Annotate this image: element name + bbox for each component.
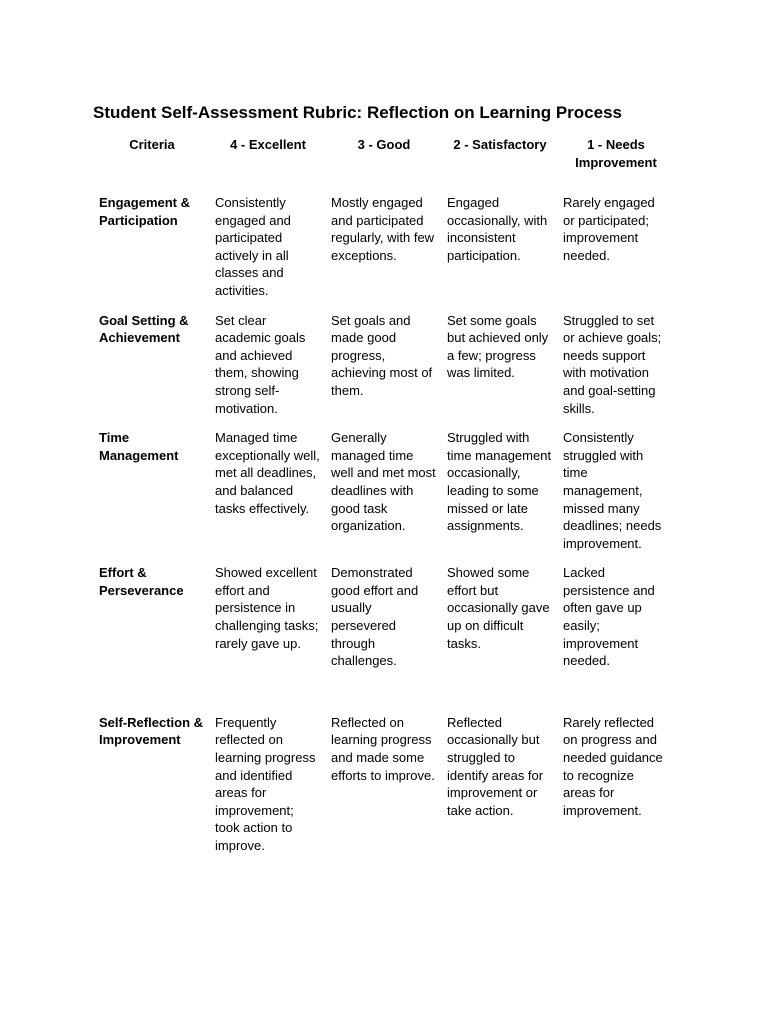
good-cell: Mostly engaged and participated regularly, with few exceptions. (331, 195, 435, 263)
satisfactory-cell: Reflected occasionally but struggled to identify areas for improvement or take action. (447, 714, 544, 818)
criteria-cell: Goal Setting & Achievement (99, 312, 189, 346)
needs-improvement-cell: Struggled to set or achieve goals; needs support with motivation and goal-setting skills. (563, 312, 662, 416)
good-cell: Generally managed time well and met most deadlines with good task organization. (331, 430, 436, 534)
rubric-body (93, 192, 673, 865)
satisfactory-cell: Showed some effort but occasionally gave up on difficult tasks. (447, 565, 550, 651)
table-row (93, 427, 673, 562)
header-needs-improvement: 1 - Needs Improvement (575, 137, 657, 170)
table-row (93, 310, 673, 428)
excellent-cell: Managed time exceptionally well, met all deadlines, and balanced tasks effectively. (215, 430, 320, 516)
excellent-cell: Set clear academic goals and achieved them, showing strong self-motivation. (215, 312, 306, 416)
satisfactory-cell: Struggled with time management occasionally, leading to some missed or late assignments. (447, 430, 552, 534)
table-row (93, 562, 673, 712)
criteria-cell: Engagement & Participation (99, 195, 191, 228)
table-row (93, 712, 673, 865)
header-satisfactory: 2 - Satisfactory (453, 137, 547, 152)
table-row (93, 192, 673, 310)
excellent-cell: Frequently reflected on learning progress and identified areas for improvement; took action to improve. (215, 714, 316, 853)
document-title: Student Self-Assessment Rubric: Reflection on Learning Process (93, 103, 623, 122)
header-good: 3 - Good (357, 137, 411, 152)
needs-improvement-cell: Lacked persistence and often gave up easily; improvement needed. (563, 565, 655, 669)
header-excellent: 4 - Excellent (230, 137, 306, 152)
criteria-cell: Time Management (99, 430, 179, 463)
needs-improvement-cell: Consistently struggled with time management, missed many deadlines; needs improvement. (563, 430, 662, 551)
header-row (93, 134, 673, 192)
criteria-cell: Effort & Perseverance (99, 565, 184, 598)
satisfactory-cell: Set some goals but achieved only a few; progress was limited. (447, 312, 549, 381)
rubric-header (93, 134, 673, 192)
rubric-table (93, 134, 673, 865)
excellent-cell: Consistently engaged and participated actively in all classes and activities. (215, 195, 291, 298)
satisfactory-cell: Engaged occasionally, with inconsistent participation. (447, 195, 548, 263)
criteria-cell: Self-Reflection & Improvement (99, 714, 204, 748)
needs-improvement-cell: Rarely engaged or participated; improvement needed. (563, 195, 655, 263)
good-cell: Demonstrated good effort and usually persevered through challenges. (331, 565, 419, 669)
good-cell: Reflected on learning progress and made some efforts to improve. (331, 714, 435, 783)
header-criteria: Criteria (129, 137, 175, 152)
needs-improvement-cell: Rarely reflected on progress and needed guidance to recognize areas for improvement. (563, 714, 663, 818)
good-cell: Set goals and made good progress, achieving most of them. (331, 312, 433, 398)
excellent-cell: Showed excellent effort and persistence in challenging tasks; rarely gave up. (215, 565, 319, 651)
